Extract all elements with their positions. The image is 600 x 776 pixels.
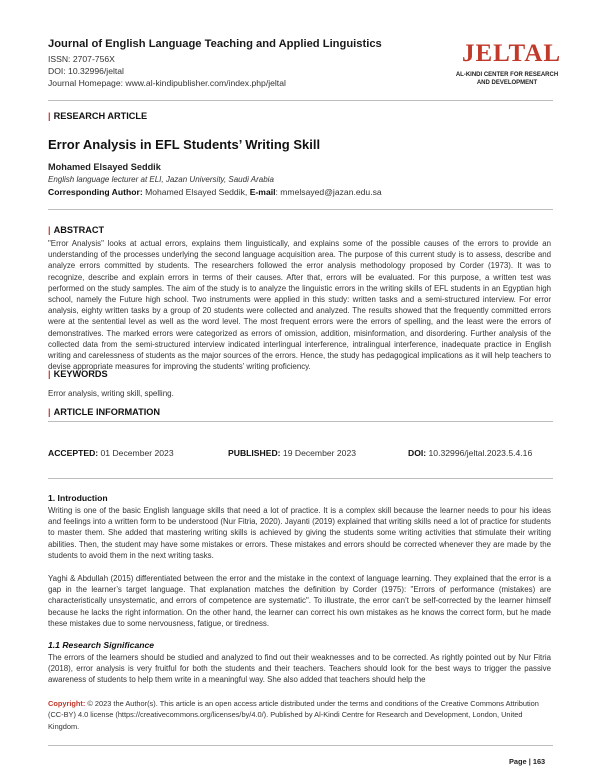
article-doi [408, 448, 532, 458]
journal-logo: JELTAL [462, 40, 562, 67]
accent-bar: | [48, 407, 51, 417]
abstract-text: "Error Analysis" looks at actual errors, explains them linguistically, and explains some of the possible causes of the errors to provide an understanding of the processes underlying the second language acquisition area. The purpose of this current study is to assess, describe and analyze errors committed by students. The researchers followed the error analysis methodology proposed by Corder (1973). It was to recognize, describe and explain errors in terms of their causes. After that, errors will be evaluated. For this purpose, a written test was performed on the study samples. The aim of the study is to analyze the linguistic errors in the writing skills of EFL students in an Egyptian high school, namely the Future high school. Two instruments were applied in this study: written tasks and a semi-structured interview. For error analysis, eighty written tasks by a group of 20 students were collected and analyzed. The results showed that the frequently committed errors were at the sentential level as well as the word level. The most frequent errors were the errors of spelling, and the least were the errors of demonstratives. The marked errors were categorized as errors of omission, addition, misinformation, and disordering. Further analysis of the collected data from the semi-structured interview indicated interlingual interference, intralingual interference, inadequate practice in English writing and carelessness of students as the major sources of the errors. Hence, the study has pedagogical implications as it will help teachers to devise appropriate measures for improving the students’ writing proficiency. [48, 239, 551, 372]
paper-title: Error Analysis in EFL Students’ Writing Skill [48, 137, 321, 152]
abstract-heading-label: ABSTRACT [53, 225, 105, 235]
accent-bar: | [48, 369, 51, 379]
author-affiliation: English language lecturer at ELI, Jazan University, Saudi Arabia [48, 175, 274, 184]
article-info-heading [48, 407, 160, 417]
journal-doi: DOI: 10.32996/jeltal [48, 66, 124, 76]
accepted-label: ACCEPTED: [48, 448, 99, 458]
corresponding-author-name: Mohamed Elsayed Seddik, [142, 187, 250, 197]
corresponding-author-label: Corresponding Author: [48, 187, 143, 197]
doi-label: DOI: [408, 448, 427, 458]
accepted-value: 01 December 2023 [98, 448, 174, 458]
logo-subtitle-line-1: AL-KINDI CENTER FOR RESEARCH [455, 72, 559, 78]
published-value: 19 December 2023 [280, 448, 357, 458]
journal-homepage[interactable]: Journal Homepage: www.al-kindipublisher.com/index.php/jeltal [48, 78, 286, 88]
accent-bar: | [48, 225, 51, 235]
header-divider [48, 100, 553, 101]
logo-subtitle-line-2: AND DEVELOPMENT [476, 80, 538, 87]
copyright-notice [48, 698, 553, 732]
journal-title: Journal of English Language Teaching and Applied Linguistics [48, 38, 382, 50]
keywords-heading-label: KEYWORDS [53, 369, 108, 379]
article-type-label: RESEARCH ARTICLE [53, 111, 148, 121]
footer-divider [48, 745, 553, 746]
copyright-text: © 2023 the Author(s). This article is an open access article distributed under the terms and conditions of the Creative Commons Attribution (CC-BY) 4.0 license (https://creativecommons.org/licenses/by/4.0/). Published by Al-Kindi Centre for Research and Development, London, United Kingdom. [48, 699, 539, 731]
research-significance-paragraph: The errors of the learners should be studied and analyzed to find out their weaknesses and to be corrected. As rightly pointed out by Nur Fitria (2018), error analysis is very fruitful for both the students and their teachers. Teachers should look for the best ways to trigger the passive awareness of students to help them write in a meaningful way. She also added that teachers should help the [48, 653, 551, 685]
introduction-paragraph-2: Yaghi & Abdullah (2015) differentiated between the error and the mistake in the context of language learning. They explained that the error is a gap in the learner’s target language. That explanation matches the definition by Corder (1975): "Errors of performance (mistakes) are characteristically unsystematic, and errors of competence are systematic". To illustrate, the error can’t be self-corrected by the learner himself because he lacks the right information. On the other hand, the learner can correct his own mistakes as he knows the correct form, but he made these mistakes due to some nervousness, fatigue, or tiredness. [48, 574, 551, 628]
accent-bar: | [48, 111, 51, 121]
info-divider-top [48, 421, 553, 422]
logo-subtitle [452, 71, 562, 87]
corresponding-author [48, 187, 382, 197]
published-label: PUBLISHED: [228, 448, 281, 458]
article-type [48, 111, 147, 121]
published-date [228, 448, 356, 458]
abstract-heading [48, 225, 104, 235]
research-significance-heading: 1.1 Research Significance [48, 640, 155, 650]
keywords-text: Error analysis, writing skill, spelling. [48, 389, 174, 398]
info-divider-bottom [48, 478, 553, 479]
page-number: Page | 163 [509, 757, 546, 766]
keywords-heading [48, 369, 108, 379]
article-info-heading-label: ARTICLE INFORMATION [53, 407, 161, 417]
accepted-date [48, 448, 174, 458]
issn: ISSN: 2707-756X [48, 54, 115, 64]
email-value[interactable]: : mmelsayed@jazan.edu.sa [275, 187, 382, 197]
introduction-heading: 1. Introduction [48, 493, 108, 503]
copyright-label: Copyright: [48, 699, 86, 708]
author-divider [48, 209, 553, 210]
introduction-paragraph-1: Writing is one of the basic English language skills that need a lot of practice. It is a complex skill because the learner needs to pour his ideas and feelings into a written form to be understood (Nur Fitria, 2020). Jayanti (2019) explained that writing skills need a lot of practice for students to master them. She added that mastering writing skills is achieved by giving the students some writing activities that stimulate their writing abilities. Then, the student may have some mistakes or errors. These mistakes and errors should be corrected whenever they are made by the students to avoid them in the next writing tasks. [48, 506, 551, 560]
doi-value[interactable]: 10.32996/jeltal.2023.5.4.16 [426, 448, 533, 458]
author-name: Mohamed Elsayed Seddik [48, 162, 161, 172]
email-label: E-mail [249, 187, 276, 197]
